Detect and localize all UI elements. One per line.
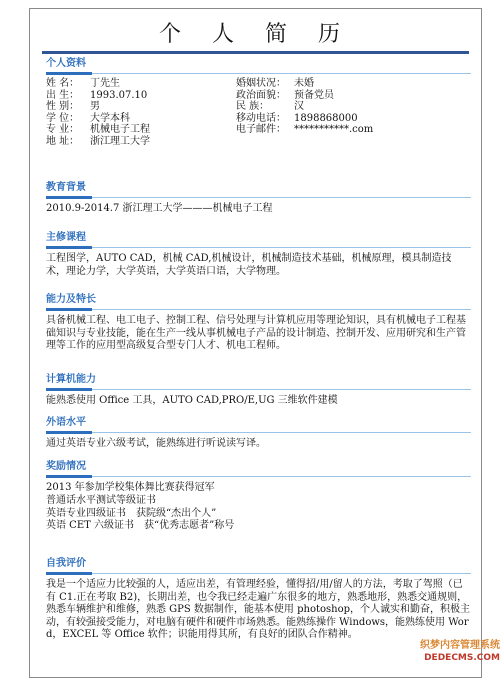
info-row xyxy=(46,101,471,113)
section-skills xyxy=(46,293,471,353)
language-text: 通过英语专业六级考试，能熟练进行听说读写译。 xyxy=(46,438,266,449)
info-label: 出 生： xyxy=(46,89,80,101)
section-rule xyxy=(46,72,471,75)
watermark-line2: DEDECMS.COM xyxy=(424,653,500,663)
self-eval-text: 我是一个适应力比较强的人，适应出差，有管理经验，懂得招/用/留人的方法，考取了驾照（已有 C1.正在考取 B2)，长期出差，也令我已经走遍广东很多的地方，熟悉地形，熟悉交通规则，熟悉车辆维护和维修，熟悉 GPS 数据制作，能基本使用 photoshop，个人诚实和勤奋，积极主动，有较强接受能力，对电脑有硬件和硬件市场熟悉。能熟练操作 Windows，能熟练使用 Word，EXCEL 等 Office 软件；识能用得其所，有良好的团队合作精神。 xyxy=(46,579,470,640)
courses-text: 工程图学，AUTO CAD，机械 CAD,机械设计，机械制造技术基础，机械原理，模具制造技术，理论力学，大学英语，大学英语口语，大学物理。 xyxy=(46,253,452,277)
section-rule xyxy=(46,388,471,391)
info-row xyxy=(46,90,471,102)
section-rule xyxy=(46,572,471,575)
award-item: 英语专业四级证书 获院级“杰出个人” xyxy=(46,507,217,519)
section-heading-language: 外语水平 xyxy=(46,417,86,428)
info-label: 政治面貌： xyxy=(236,89,286,101)
section-rule xyxy=(46,431,471,434)
page-title: 个 人 简 历 xyxy=(159,22,352,47)
section-rule xyxy=(46,246,471,249)
award-item: 英语 CET 六级证书 获“优秀志愿者”称号 xyxy=(46,520,235,532)
info-value: 男 xyxy=(90,101,100,113)
section-heading-self-eval: 自我评价 xyxy=(46,558,86,569)
info-row xyxy=(46,78,471,90)
skills-text: 具备机械工程、电工电子、控制工程、信号处理与计算机应用等理论知识，具有机械电子工程基础知识与专业技能，能在生产一线从事机械电子产品的设计制造、控制开发、应用研究和生产管理等工作的应用型高级复合型专门人才、机电工程师。 xyxy=(46,315,466,351)
info-label: 移动电话： xyxy=(236,112,286,124)
section-heading-skills: 能力及特长 xyxy=(46,294,96,305)
info-value: 1898868000 xyxy=(294,112,358,124)
info-label: 婚姻状况： xyxy=(236,78,286,89)
section-heading-awards: 奖励情况 xyxy=(46,461,86,472)
info-value: ***********.com xyxy=(294,124,374,136)
info-value: 机械电子工程 xyxy=(90,124,150,136)
info-label: 性 别： xyxy=(46,101,80,113)
section-rule xyxy=(46,308,471,311)
section-heading-computer: 计算机能力 xyxy=(46,374,96,385)
info-label: 专 业： xyxy=(46,124,80,136)
award-item: 普通话水平测试等级证书 xyxy=(46,494,156,506)
watermark-line1: 织梦内容管理系统 xyxy=(420,640,500,651)
info-row xyxy=(46,136,471,148)
info-value: 大学本科 xyxy=(90,112,130,124)
info-label: 学 位： xyxy=(46,112,80,124)
info-row xyxy=(46,124,471,136)
section-heading-courses: 主修课程 xyxy=(46,232,86,243)
info-label: 民 族： xyxy=(236,101,270,113)
personal-info-grid xyxy=(46,78,471,148)
info-value: 汉 xyxy=(294,101,304,113)
watermark-logo xyxy=(398,640,500,664)
info-label: 姓 名： xyxy=(46,78,80,89)
info-label: 地 址： xyxy=(46,135,80,147)
section-awards xyxy=(46,460,471,533)
info-value: 1993.07.10 xyxy=(90,89,148,101)
section-education xyxy=(46,181,471,216)
award-item: 2013 年参加学校集体舞比赛获得冠军 xyxy=(46,482,215,493)
info-value: 未婚 xyxy=(294,78,314,89)
section-self-eval xyxy=(46,557,471,642)
section-language xyxy=(46,416,471,451)
section-courses xyxy=(46,231,471,278)
info-label: 电子邮件： xyxy=(236,124,286,136)
computer-text: 能熟悉使用 Office 工具，AUTO CAD,PRO/E,UG 三维软件建模 xyxy=(46,395,338,406)
section-rule xyxy=(46,196,471,199)
section-personal xyxy=(46,57,471,148)
info-value: 丁先生 xyxy=(90,78,120,89)
section-heading-personal: 个人资料 xyxy=(46,58,86,69)
section-computer xyxy=(46,373,471,408)
education-text: 2010.9-2014.7 浙江理工大学———机械电子工程 xyxy=(46,203,273,214)
section-heading-education: 教育背景 xyxy=(46,182,86,193)
info-value: 浙江理工大学 xyxy=(90,135,150,147)
section-rule xyxy=(46,475,471,478)
awards-list xyxy=(46,482,471,533)
info-row xyxy=(46,113,471,125)
resume-page xyxy=(29,8,482,678)
title-underline xyxy=(42,51,469,54)
info-value: 预备党员 xyxy=(294,89,334,101)
